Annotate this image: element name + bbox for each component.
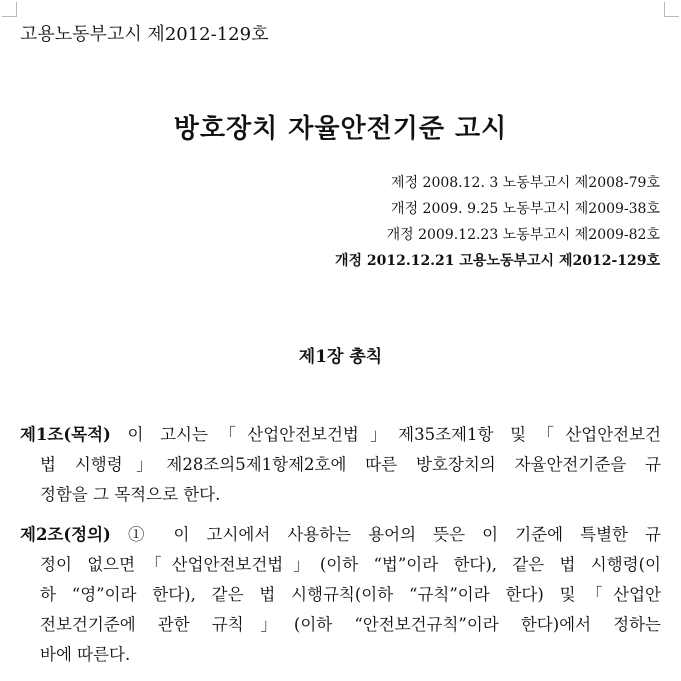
article-heading: 제2조(정의) xyxy=(20,525,111,544)
article-text-line: 바에 따른다. xyxy=(40,645,131,664)
article-text-line: 하 “영”이라 한다), 같은 법 시행규칙(이하 “규칙”이라 한다) 및「산업안 xyxy=(40,585,661,604)
revision-entry-current: 개정 2012.12.21 고용노동부고시 제2012-129호 xyxy=(334,253,660,269)
article-text-line: 법 시행령」제28조의5제1항제2호에 따른 방호장치의 자율안전기준을 규 xyxy=(40,455,661,474)
article-text-line: 이 고시는「산업안전보건법」제35조제1항 및「산업안전보건 xyxy=(110,425,661,444)
revision-history xyxy=(335,170,660,274)
revision-entry: 개정 2009. 9.25 노동부고시 제2009-38호 xyxy=(391,201,660,217)
notice-number: 고용노동부고시 제2012-129호 xyxy=(20,24,269,45)
document-title: 방호장치 자율안전기준 고시 xyxy=(173,114,508,144)
article-text-line: ① 이 고시에서 사용하는 용어의 뜻은 이 기준에 특별한 규 xyxy=(110,525,661,544)
article-text-line: 정함을 그 목적으로 한다. xyxy=(40,485,221,504)
article-text-line: 정이 없으면「산업안전보건법」(이하 “법”이라 한다), 같은 법 시행령(이 xyxy=(40,555,661,574)
chapter-heading: 제1장 총칙 xyxy=(298,347,383,367)
revision-entry: 개정 2009.12.23 노동부고시 제2009-82호 xyxy=(386,227,660,243)
article-2 xyxy=(20,520,661,670)
article-1 xyxy=(20,420,661,510)
article-heading: 제1조(목적) xyxy=(20,425,111,444)
article-text-line: 전보건기준에 관한 규칙」(이하 “안전보건규칙”이라 한다)에서 정하는 xyxy=(40,615,661,634)
page-corner-mark-right xyxy=(664,2,679,17)
revision-entry: 제정 2008.12. 3 노동부고시 제2008-79호 xyxy=(391,175,660,191)
page-corner-mark-left xyxy=(2,2,17,17)
